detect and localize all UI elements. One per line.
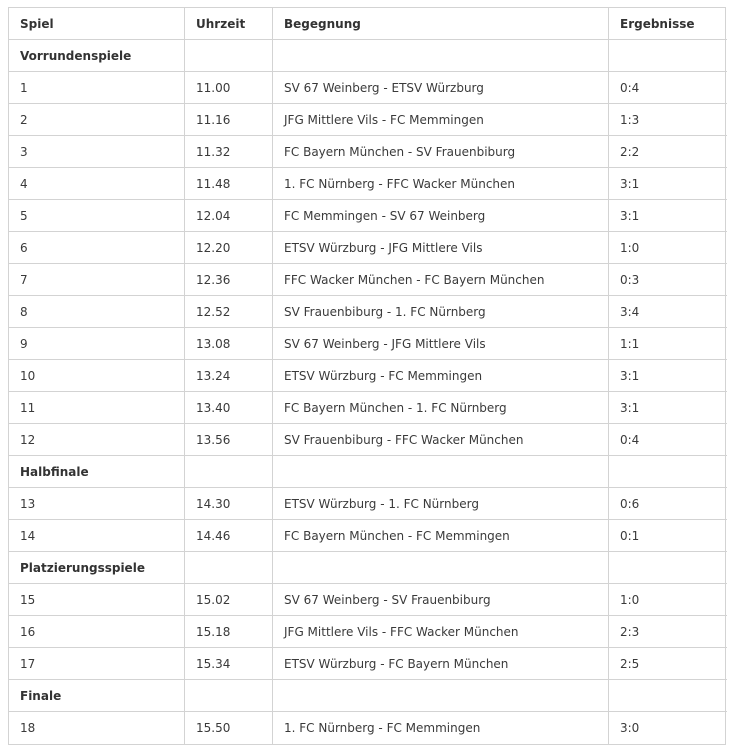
empty-cell [273,40,609,72]
spiel-cell: 18 [9,712,185,744]
ergebnis-cell: 0:4 [609,72,727,104]
begegnung-cell: FC Bayern München - SV Frauenbiburg [273,136,609,168]
spiel-cell: 2 [9,104,185,136]
uhrzeit-cell: 13.24 [185,360,273,392]
uhrzeit-cell: 13.56 [185,424,273,456]
empty-cell [609,680,727,712]
ergebnis-cell: 0:3 [609,264,727,296]
ergebnis-cell: 3:1 [609,392,727,424]
uhrzeit-cell: 13.40 [185,392,273,424]
begegnung-cell: SV 67 Weinberg - SV Frauenbiburg [273,584,609,616]
ergebnis-cell: 1:3 [609,104,727,136]
empty-cell [273,680,609,712]
begegnung-cell: FC Memmingen - SV 67 Weinberg [273,200,609,232]
spiel-cell: 8 [9,296,185,328]
uhrzeit-cell: 15.02 [185,584,273,616]
spiel-cell: 10 [9,360,185,392]
ergebnis-cell: 1:0 [609,584,727,616]
column-header: Ergebnisse [609,8,727,40]
ergebnis-cell: 1:0 [609,232,727,264]
empty-cell [273,456,609,488]
ergebnis-cell: 1:1 [609,328,727,360]
section-title: Vorrundenspiele [9,40,185,72]
spiel-cell: 14 [9,520,185,552]
uhrzeit-cell: 12.52 [185,296,273,328]
begegnung-cell: SV 67 Weinberg - ETSV Würzburg [273,72,609,104]
empty-cell [185,40,273,72]
spiel-cell: 4 [9,168,185,200]
spiel-cell: 15 [9,584,185,616]
spiel-cell: 11 [9,392,185,424]
begegnung-cell: ETSV Würzburg - FC Memmingen [273,360,609,392]
empty-cell [609,552,727,584]
begegnung-cell: FFC Wacker München - FC Bayern München [273,264,609,296]
results-table [8,7,726,745]
empty-cell [185,552,273,584]
section-title: Platzierungsspiele [9,552,185,584]
uhrzeit-cell: 11.16 [185,104,273,136]
begegnung-cell: SV Frauenbiburg - FFC Wacker München [273,424,609,456]
spiel-cell: 12 [9,424,185,456]
begegnung-cell: 1. FC Nürnberg - FFC Wacker München [273,168,609,200]
ergebnis-cell: 0:1 [609,520,727,552]
uhrzeit-cell: 12.36 [185,264,273,296]
spiel-cell: 3 [9,136,185,168]
empty-cell [185,456,273,488]
ergebnis-cell: 0:4 [609,424,727,456]
uhrzeit-cell: 15.34 [185,648,273,680]
column-header: Spiel [9,8,185,40]
uhrzeit-cell: 14.30 [185,488,273,520]
spiel-cell: 9 [9,328,185,360]
spiel-cell: 13 [9,488,185,520]
column-header: Begegnung [273,8,609,40]
begegnung-cell: JFG Mittlere Vils - FC Memmingen [273,104,609,136]
begegnung-cell: FC Bayern München - FC Memmingen [273,520,609,552]
uhrzeit-cell: 11.48 [185,168,273,200]
ergebnis-cell: 3:1 [609,168,727,200]
ergebnis-cell: 3:0 [620,721,640,735]
uhrzeit-cell: 12.20 [185,232,273,264]
ergebnis-cell: 3:1 [609,360,727,392]
begegnung-cell: ETSV Würzburg - FC Bayern München [273,648,609,680]
column-header: Uhrzeit [185,8,273,40]
empty-cell [609,40,727,72]
begegnung-cell: 1. FC Nürnberg - FC Memmingen [273,712,609,744]
begegnung-cell: ETSV Würzburg - JFG Mittlere Vils [273,232,609,264]
uhrzeit-cell: 11.32 [185,136,273,168]
empty-cell [273,552,609,584]
section-title: Halbfinale [9,456,185,488]
uhrzeit-cell: 15.18 [185,616,273,648]
ergebnis-cell: 2:2 [609,136,727,168]
uhrzeit-cell: 14.46 [185,520,273,552]
empty-cell [185,680,273,712]
spiel-cell: 17 [9,648,185,680]
ergebnis-cell: 2:5 [609,648,727,680]
begegnung-cell: FC Bayern München - 1. FC Nürnberg [273,392,609,424]
uhrzeit-cell: 13.08 [185,328,273,360]
spiel-cell: 5 [9,200,185,232]
uhrzeit-cell: 15.50 [185,712,273,744]
begegnung-cell: ETSV Würzburg - 1. FC Nürnberg [273,488,609,520]
ergebnis-cell: 0:6 [609,488,727,520]
ergebnis-cell: 3:1 [609,200,727,232]
spiel-cell: 1 [9,72,185,104]
ergebnis-cell: 2:3 [609,616,727,648]
begegnung-cell: JFG Mittlere Vils - FFC Wacker München [273,616,609,648]
spiel-cell: 6 [9,232,185,264]
ergebnis-cell: 3:4 [609,296,727,328]
uhrzeit-cell: 11.00 [185,72,273,104]
section-title: Finale [9,680,185,712]
spiel-cell: 16 [9,616,185,648]
begegnung-cell: SV Frauenbiburg - 1. FC Nürnberg [273,296,609,328]
uhrzeit-cell: 12.04 [185,200,273,232]
spiel-cell: 7 [9,264,185,296]
empty-cell [609,456,727,488]
begegnung-cell: SV 67 Weinberg - JFG Mittlere Vils [273,328,609,360]
